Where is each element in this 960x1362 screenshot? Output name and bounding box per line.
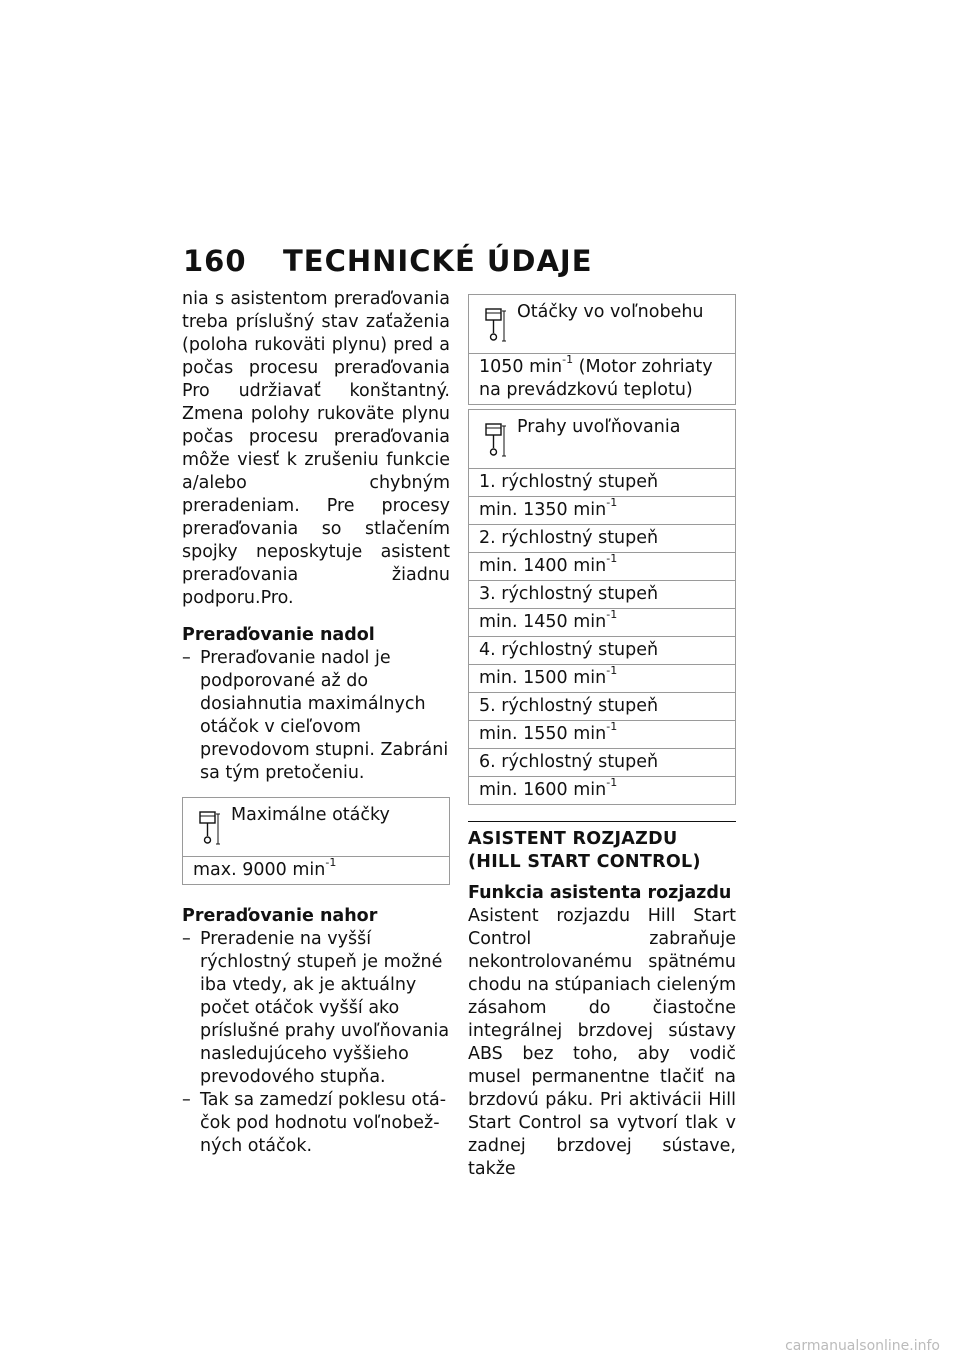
- page-number: 160: [183, 244, 247, 278]
- function-heading: Funkcia asistenta rozjazdu: [468, 883, 732, 903]
- max-rpm-title: Maximálne otáčky: [231, 805, 390, 825]
- dash-bullet: –: [182, 648, 191, 668]
- table-row: [469, 553, 735, 581]
- page-header: [183, 244, 593, 278]
- function-paragraph: Asistent rozjazdu Hill Start Control zabraňuje nekontrolovanému spätnému chodu na stúpaniach cieleným zásahom do čiastočne integrálnej brzdovej sústavy ABS bez toho, aby vodič musel permanentne tlačiť na brzdovú páku. Pri aktivácii Hill Start Control sa vytvorí tlak v zadnej brzdovej sústave, takže: [468, 906, 736, 1179]
- section-hill-start: [468, 821, 736, 874]
- downshift-item-text: Preraďovanie nadol je podporované až do dosiahnutia maximálnych otáčok v cieľovom prevodovom stupni. Zabráni sa tým pretočeniu.: [200, 648, 449, 783]
- upshift-heading: Preraďovanie nahor: [182, 906, 378, 926]
- row-text: 2. rýchlostný stupeň: [479, 528, 659, 548]
- table-row: [469, 637, 735, 665]
- max-rpm-box: [182, 797, 450, 885]
- idle-rpm-value: 1050 min: [479, 357, 563, 377]
- max-rpm-value: max. 9000 min: [193, 860, 326, 880]
- max-rpm-box-header: [183, 798, 449, 857]
- upshift-item-text: Preradenie na vyšší rýchlostný stupeň je možné iba vtedy, ak je aktuálny počet otáčok vyšší ako príslušné prahy uvoľňovania nasledujúceho vyššieho prevodového stupňa.: [200, 929, 450, 1087]
- dash-bullet: –: [182, 1090, 191, 1110]
- table-row: [469, 693, 735, 721]
- row-exponent: -1: [606, 720, 618, 734]
- row-exponent: -1: [606, 496, 618, 510]
- row-text: 6. rýchlostný stupeň: [479, 752, 659, 772]
- row-exponent: -1: [606, 776, 618, 790]
- row-text: min. 1350 min: [479, 500, 607, 520]
- max-rpm-unit-exponent: -1: [325, 856, 337, 870]
- idle-rpm-title: Otáčky vo voľnobehu: [517, 302, 704, 322]
- downshift-item: [182, 647, 450, 785]
- release-thresholds-box-header: [469, 410, 735, 469]
- table-row: [469, 749, 735, 777]
- dash-bullet: –: [182, 929, 191, 949]
- row-text: 5. rýchlostný stupeň: [479, 696, 659, 716]
- table-row: [469, 497, 735, 525]
- right-column: [468, 294, 736, 1181]
- row-text: 1. rýchlostný stupeň: [479, 472, 659, 492]
- row-exponent: -1: [606, 608, 618, 622]
- table-row: [469, 665, 735, 693]
- row-text: min. 1600 min: [479, 780, 607, 800]
- downshift-heading: Preraďovanie nadol: [182, 625, 375, 645]
- upshift-item: [182, 928, 450, 1089]
- left-column: [182, 288, 450, 1158]
- watermark: carmanualsonline.info: [785, 1338, 940, 1354]
- upshift-item: [182, 1089, 450, 1158]
- table-row: [469, 469, 735, 497]
- row-text: min. 1550 min: [479, 724, 607, 744]
- section-title: ASISTENT ROZJAZDU: [468, 829, 678, 849]
- row-text: min. 1500 min: [479, 668, 607, 688]
- release-thresholds-title: Prahy uvoľňovania: [517, 417, 681, 437]
- idle-rpm-box: [468, 294, 736, 405]
- table-row: [469, 721, 735, 749]
- idle-rpm-unit-exponent: -1: [562, 353, 574, 367]
- table-row: [469, 525, 735, 553]
- idle-rpm-note: (Motor zohriaty na prevádzkovú teplotu): [479, 357, 713, 400]
- upshift-item-text: Tak sa zamedzí poklesu otáčok pod hodnotu voľnobežných otáčok.: [200, 1090, 447, 1156]
- engine-spec-icon: [197, 810, 221, 848]
- release-thresholds-box: [468, 409, 736, 805]
- table-row: [469, 581, 735, 609]
- row-exponent: -1: [606, 552, 618, 566]
- max-rpm-value-row: [183, 857, 449, 884]
- row-text: 4. rýchlostný stupeň: [479, 640, 659, 660]
- section-subtitle: (HILL START CONTROL): [468, 852, 701, 872]
- row-text: min. 1450 min: [479, 612, 607, 632]
- engine-spec-icon: [483, 307, 507, 345]
- intro-paragraph: nia s asistentom preraďovania treba príslušný stav zaťaženia (poloha rukoväti plynu) pred a počas procesu preraďovania Pro udržiavať konštantný. Zmena polohy rukoväte plynu počas procesu preraďovania môže viesť k zrušeniu funkcie a/alebo chybným preradeniam. Pre procesy preraďovania so stlačením spojky neposkytuje asistent preraďovania žiadnu podporu.Pro.: [182, 289, 450, 608]
- page-title: TECHNICKÉ ÚDAJE: [283, 244, 593, 278]
- row-text: min. 1400 min: [479, 556, 607, 576]
- table-row: [469, 609, 735, 637]
- idle-rpm-box-header: [469, 295, 735, 354]
- row-text: 3. rýchlostný stupeň: [479, 584, 659, 604]
- idle-rpm-value-row: [469, 354, 735, 404]
- engine-spec-icon: [483, 422, 507, 460]
- row-exponent: -1: [606, 664, 618, 678]
- table-row: [469, 777, 735, 804]
